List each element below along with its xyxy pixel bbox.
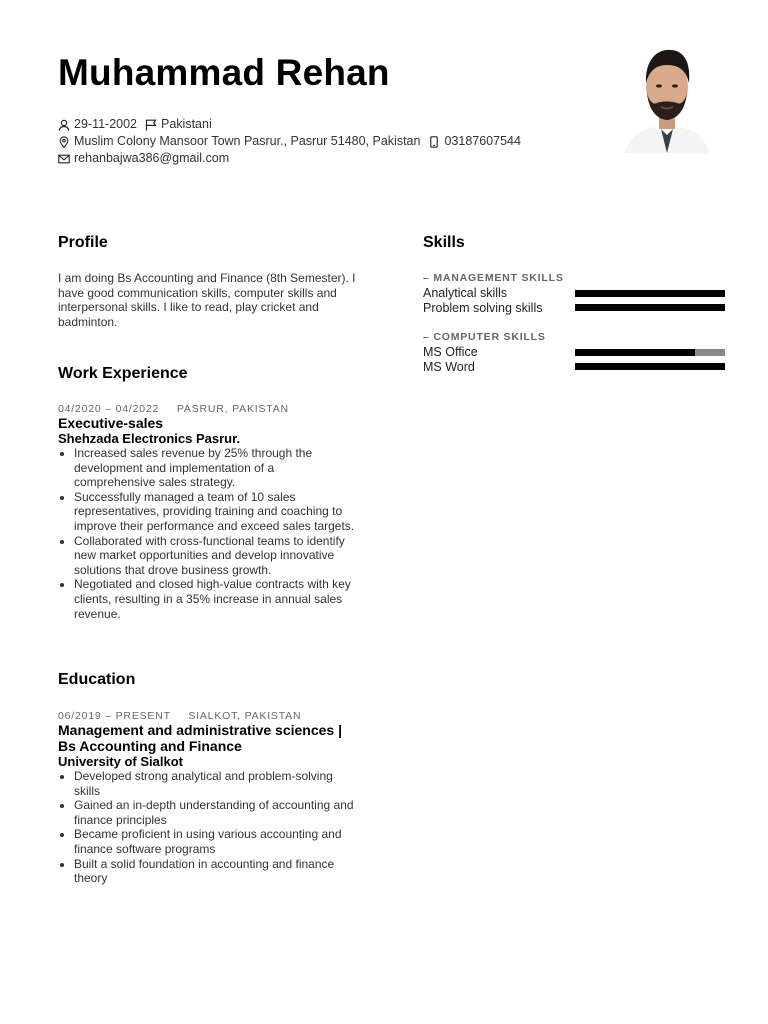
education-dates: 06/2019 – PRESENT: [58, 710, 171, 722]
skill-row: [423, 286, 725, 301]
flag-icon: [145, 119, 157, 131]
skill-level-bar: [575, 363, 725, 370]
skill-name: MS Word: [423, 359, 475, 374]
email-item: [58, 150, 229, 167]
list-item: • Became proficient in using various accounting and finance software programs: [74, 827, 358, 856]
skill-level-bar: [575, 304, 725, 311]
job-role: Executive-sales: [58, 415, 164, 431]
job-dates: 04/2020 – 04/2022: [58, 403, 160, 415]
skills-heading: Skills: [423, 234, 465, 251]
person-icon: [58, 119, 70, 131]
skill-level-bar: [575, 349, 725, 356]
phone[interactable]: 03187607544: [444, 134, 521, 148]
location-pin-icon: [58, 136, 70, 148]
phone-item: [428, 133, 520, 150]
skill-name: Analytical skills: [423, 286, 508, 301]
list-item: • Increased sales revenue by 25% through the development and implementation of a comprehensive sales strategy.: [74, 446, 358, 490]
birthdate: 29-11-2002: [74, 117, 138, 131]
address-item: [58, 133, 420, 150]
contact-info: [58, 116, 529, 167]
education-school: University of Sialkot: [58, 754, 183, 769]
education-location: SIALKOT, PAKISTAN: [188, 710, 302, 722]
candidate-name: Muhammad Rehan: [58, 52, 390, 93]
list-item: • Negotiated and closed high-value contracts with key clients, resulting in a 35% increase in annual sales revenue.: [74, 577, 358, 621]
skill-row: [423, 345, 725, 360]
skill-category-label: – MANAGEMENT SKILLS: [423, 272, 564, 284]
list-item: • Successfully managed a team of 10 sales representatives, providing training and coaching to improve their performance and exceed sales targets.: [74, 490, 358, 534]
list-item: • Gained an in-depth understanding of accounting and finance principles: [74, 798, 358, 827]
mobile-phone-icon: [428, 136, 440, 148]
job-meta: [58, 403, 358, 415]
education-meta: [58, 710, 358, 722]
email[interactable]: rehanbajwa386@gmail.com: [74, 151, 230, 165]
skill-level-bar: [575, 290, 725, 297]
skill-row: [423, 360, 725, 375]
birthdate-item: [58, 116, 137, 133]
skill-row: [423, 301, 725, 316]
skill-category-label: – COMPUTER SKILLS: [423, 331, 546, 343]
address: Muslim Colony Mansoor Town Pasrur., Pasrur 51480, Pakistan: [74, 134, 421, 148]
skill-group-management: [423, 272, 725, 315]
education-bullets: [58, 769, 358, 886]
job-location: PASRUR, PAKISTAN: [176, 403, 289, 415]
job-bullets: [58, 446, 358, 621]
job-entry: [58, 403, 358, 621]
skill-group-computer: [423, 331, 725, 374]
profile-heading: Profile: [58, 234, 108, 251]
skill-name: Problem solving skills: [423, 300, 543, 315]
nationality-item: [145, 116, 212, 133]
list-item: • Built a solid foundation in accounting and finance theory: [74, 857, 358, 886]
profile-photo: [625, 43, 709, 153]
portrait-image: [625, 43, 709, 153]
profile-text: I am doing Bs Accounting and Finance (8th Semester). I have good communication skills, computer skills and interpersonal skills. I like to read, play cricket and badminton.: [58, 271, 356, 329]
list-item: • Collaborated with cross-functional teams to identify new market opportunities and develop innovative solutions that drove business growth.: [74, 534, 358, 578]
job-company: Shehzada Electronics Pasrur.: [58, 431, 241, 446]
education-heading: Education: [58, 671, 136, 688]
nationality: Pakistani: [161, 117, 212, 131]
list-item: • Developed strong analytical and problem-solving skills: [74, 769, 358, 798]
envelope-icon: [58, 153, 70, 165]
work-experience-heading: Work Experience: [58, 365, 188, 382]
education-degree: Management and administrative sciences | Bs Accounting and Finance: [58, 722, 343, 754]
skill-name: MS Office: [423, 345, 478, 360]
education-entry: [58, 710, 358, 886]
